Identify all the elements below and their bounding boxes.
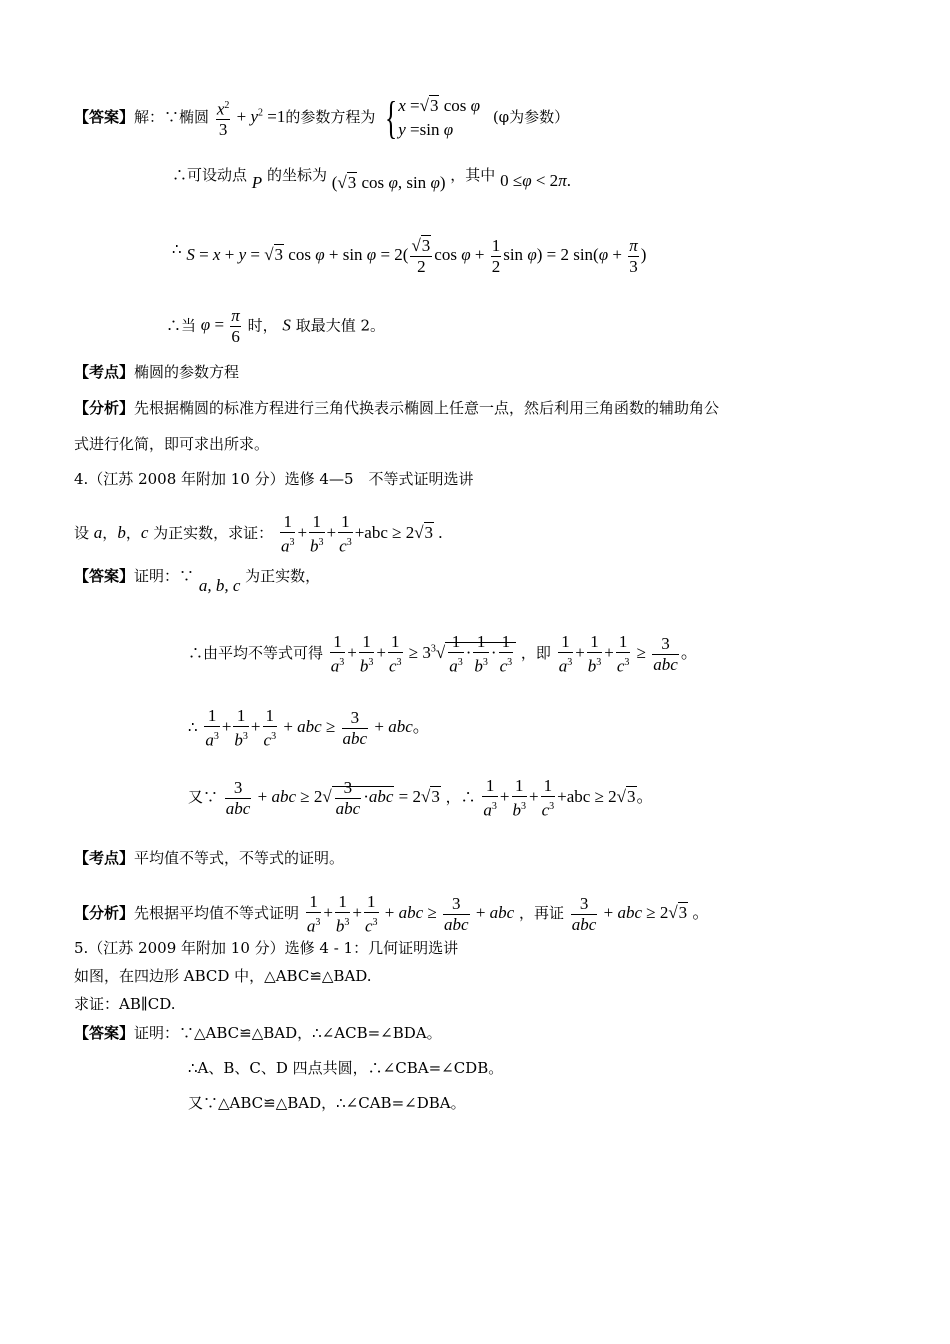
add-abc-step: $\frac{1}{a^3}$ + $\frac{1}{b^3}$ + $\frac{1}{c^3}$ + abc ≥ $\frac{3}{\text{abc}}$ + abc。 (205, 706, 430, 750)
point-p: P (251, 173, 263, 192)
fenxi-tag: 【分析】 (74, 904, 135, 923)
kaodian-tag: 【考点】 (74, 363, 135, 381)
answer-mid: 的参数方程为 (285, 107, 376, 126)
q5-line-2 (74, 994, 176, 1014)
text: ，其中 (450, 166, 496, 184)
kaodian-text: 椭圆的参数方程 (134, 363, 240, 381)
s-equation: S = x + y = √3 cos φ + sin φ = 2( $\frac{√3}{2}$ cos φ + $\frac{1}{2}$ sin φ) = 2 sin(φ + $\frac{\pi}{3}$ ) (186, 236, 647, 276)
q4-kaodian (74, 848, 344, 868)
am-gm-result: $\frac{1}{a^3}$ + $\frac{1}{b^3}$ + $\frac{1}{c^3}$ ≥ $\frac{3}{\text{abc}}$ 。 (558, 632, 698, 676)
text: ，∴ (445, 788, 476, 807)
text: 取最大值 2。 (295, 316, 385, 335)
q3-max-line (166, 306, 385, 347)
q4-fenxi (74, 892, 709, 937)
text: ∴可设动点 (172, 166, 248, 184)
text: 为正实数，求证： (153, 524, 274, 543)
q4-final-line (188, 776, 654, 821)
q3-sum-line (172, 236, 646, 277)
text: 又∵ (188, 788, 219, 807)
fenxi-text: 式进行化简，即可求出所求。 (74, 435, 270, 453)
q5-line-1 (74, 966, 372, 986)
q5-answer-3 (188, 1093, 466, 1113)
text: 设 (74, 524, 90, 543)
phi-value: φ = $\frac{\pi}{6}$ (200, 306, 240, 346)
text: ∴当 (166, 316, 197, 335)
fenxi-formula-2: $\frac{3}{\text{abc}}$ + abc ≥ 2√3 。 (571, 893, 710, 934)
answer-intro: 解：∵椭圆 (134, 107, 210, 126)
question-title: 4.（江苏 2008 年附加 10 分）选修 4—5 不等式证明选讲 (74, 470, 474, 488)
text: 的坐标为 (266, 166, 327, 184)
answer-text: 证明：∵△ABC≌△BAD，∴∠ACB=∠BDA。 (134, 1024, 442, 1042)
text: ∴由平均不等式可得 (188, 644, 324, 663)
q4-am-gm-line (188, 632, 698, 677)
answer-text: 又∵△ABC≌△BAD，∴∠CAB=∠DBA。 (188, 1094, 466, 1112)
text: 证明：∵ (134, 567, 195, 585)
inequality: $\frac{1}{a^3}$ + $\frac{1}{b^3}$ + $\frac{1}{c^3}$ +abc ≥ 2√3 . (280, 512, 443, 556)
therefore: ∴ (188, 718, 198, 737)
parametric-system: { x =√3 cos φ y =sin φ (385, 92, 481, 143)
ellipse-equation: $\frac{x^2}{3}$ + $y^2 =1$ (214, 107, 286, 126)
text: ，即 (520, 644, 551, 663)
fenxi-text: 先根据平均值不等式证明 (134, 904, 300, 923)
text: 求证：AB∥CD. (74, 995, 176, 1013)
q3-kaodian (74, 362, 239, 382)
q4-answer (74, 566, 321, 595)
fenxi-text: 先根据椭圆的标准方程进行三角代换表示椭圆上任意一点，然后利用三角函数的辅助角公 (134, 399, 720, 417)
fenxi-text: ，再证 (519, 904, 565, 923)
q5-answer-2 (188, 1058, 503, 1078)
vars-abc: a, b, c (198, 576, 241, 595)
q4-title (74, 469, 474, 489)
point-coordinates: (√3 cos φ, sin φ) (331, 173, 446, 192)
param-note: (φ为参数） (492, 107, 570, 126)
q3-fenxi-1 (74, 398, 719, 418)
kaodian-text: 平均值不等式，不等式的证明。 (134, 849, 345, 867)
text: 为正实数， (245, 567, 321, 585)
answer-tag: 【答案】 (74, 107, 135, 126)
question-title: 5.（江苏 2009 年附加 10 分）选修 4 - 1：几何证明选讲 (74, 939, 459, 957)
text: 如图，在四边形 ABCD 中，△ABC≌△BAD. (74, 967, 372, 985)
am-gm-step: $\frac{1}{a^3}$ + $\frac{1}{b^3}$ + $\frac{1}{c^3}$ ≥ $3^3√$ $\frac{1}{a^3}$ · $\frac{1}{b^3}$ · $\frac{1}{c^3}$ (328, 643, 516, 662)
kaodian-tag: 【考点】 (74, 849, 135, 867)
q4-statement: 设 a，b，c 为正实数，求证： $\frac{1}{a^3}$ + $\frac{1}{b^3}$ + $\frac{1}{c^3}$ +abc ≥ 2√3 . (74, 512, 443, 556)
answer-tag: 【答案】 (74, 1024, 135, 1042)
text: 时， (247, 316, 278, 335)
q4-add-abc-line (188, 706, 430, 751)
phi-range: 0 ≤φ < 2π. (500, 171, 571, 190)
answer-tag: 【答案】 (74, 567, 135, 585)
fenxi-formula-1: $\frac{1}{a^3}$ + $\frac{1}{b^3}$ + $\frac{1}{c^3}$ + abc ≥ $\frac{3}{\text{abc}}$ + abc (306, 892, 515, 936)
vars-abc: a (93, 523, 103, 543)
therefore: ∴ (172, 240, 182, 259)
final-inequality: $\frac{1}{a^3}$ + $\frac{1}{b^3}$ + $\frac{1}{c^3}$ +abc ≥ 2√3。 (483, 776, 654, 820)
fenxi-tag: 【分析】 (74, 399, 135, 417)
q5-answer (74, 1023, 442, 1043)
q3-fenxi-2 (74, 434, 269, 454)
q3-answer-line (74, 94, 569, 142)
answer-text: ∴A、B、C、D 四点共圆，∴∠CBA=∠CDB。 (188, 1059, 504, 1077)
q3-point-line (172, 165, 571, 192)
q5-title (74, 938, 458, 958)
s-symbol: S (282, 315, 291, 335)
second-am-gm: $\frac{3}{\text{abc}}$ + abc ≥ 2√ $\frac{3}{\text{abc}}$ ·abc = 2√3 (225, 777, 440, 818)
